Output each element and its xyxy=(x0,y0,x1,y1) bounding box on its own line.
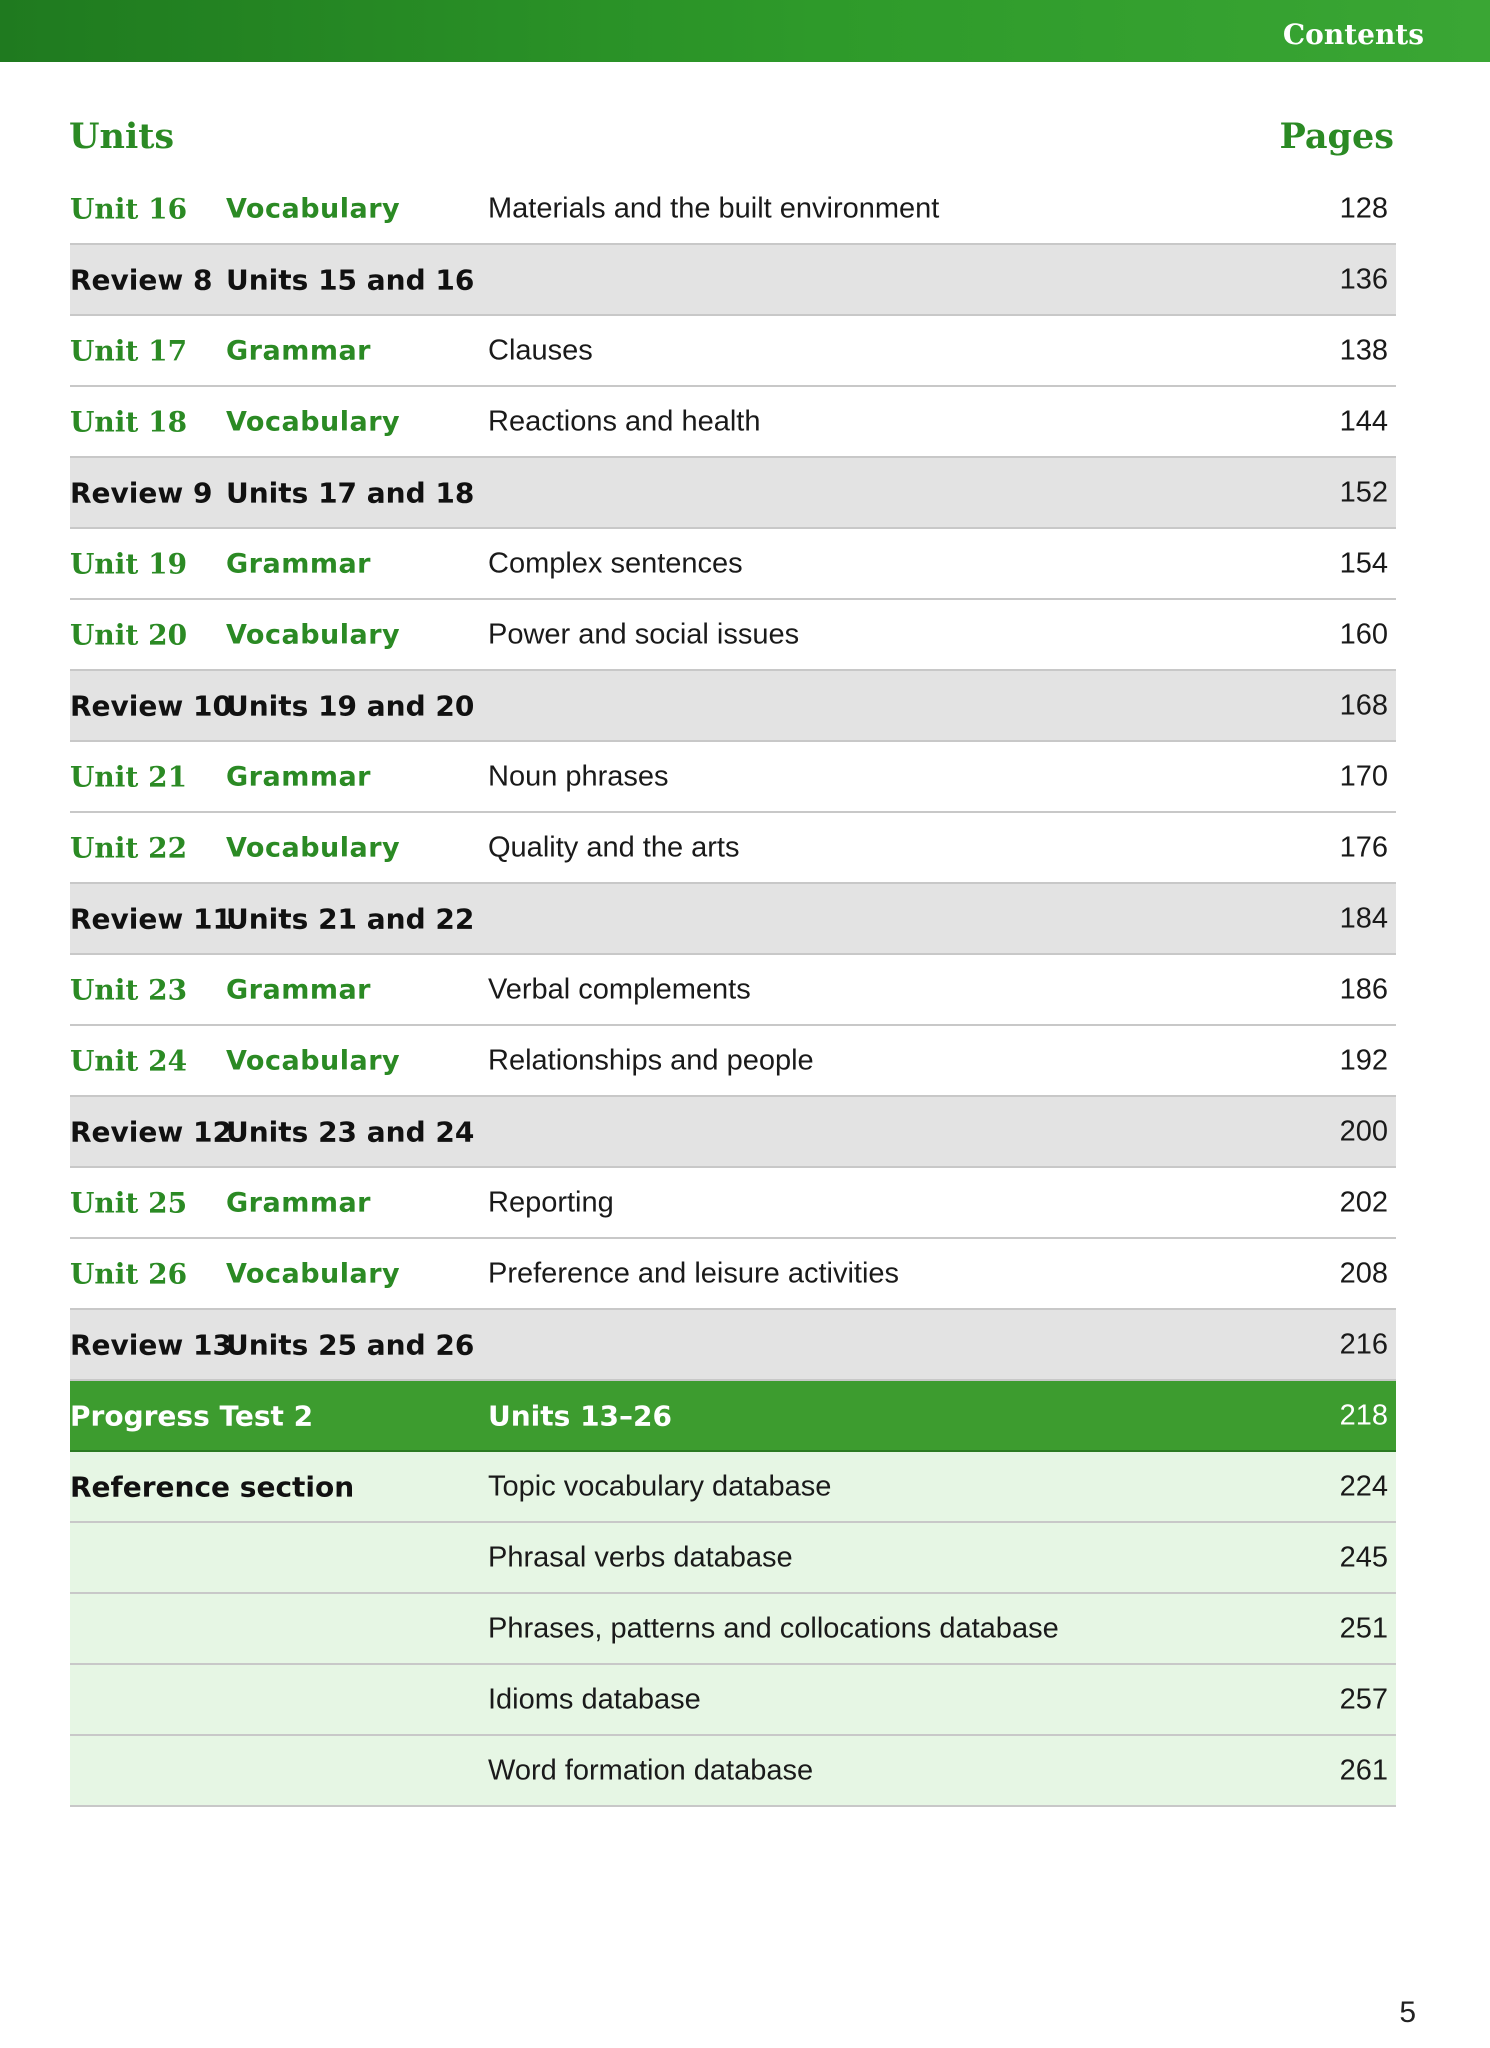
toc-row-ref xyxy=(70,1736,1396,1807)
toc-label: Unit 18 xyxy=(70,405,188,438)
toc-category: Vocabulary xyxy=(226,619,401,650)
toc-label: Review 12 xyxy=(70,1115,232,1148)
toc-page: 186 xyxy=(1339,973,1388,1005)
toc-category: Grammar xyxy=(226,974,371,1005)
toc-category: Vocabulary xyxy=(226,1258,401,1289)
toc-page: 200 xyxy=(1339,1115,1388,1147)
toc-label: Review 10 xyxy=(70,689,232,722)
toc-topic: Units 13–26 xyxy=(488,1399,672,1432)
toc-row-review xyxy=(70,458,1396,529)
toc-category: Grammar xyxy=(226,335,371,366)
toc-label: Unit 17 xyxy=(70,334,188,367)
contents-table xyxy=(70,174,1396,1807)
toc-topic: Topic vocabulary database xyxy=(488,1470,832,1502)
toc-page: 218 xyxy=(1339,1399,1388,1431)
page-number: 5 xyxy=(1399,1996,1416,2029)
toc-page: 176 xyxy=(1339,831,1388,863)
toc-category: Units 17 and 18 xyxy=(226,476,475,509)
toc-category: Units 25 and 26 xyxy=(226,1328,475,1361)
toc-row-unit xyxy=(70,387,1396,458)
toc-page: 128 xyxy=(1339,192,1388,224)
toc-category: Grammar xyxy=(226,761,371,792)
toc-topic: Phrasal verbs database xyxy=(488,1541,793,1573)
toc-topic: Verbal complements xyxy=(488,973,751,1005)
toc-label: Unit 22 xyxy=(70,831,188,864)
toc-row-unit xyxy=(70,529,1396,600)
toc-topic: Power and social issues xyxy=(488,618,800,650)
toc-label: Unit 16 xyxy=(70,192,188,225)
toc-page: 138 xyxy=(1339,334,1388,366)
toc-category: Vocabulary xyxy=(226,1045,401,1076)
toc-label: Unit 19 xyxy=(70,547,188,580)
toc-label: Unit 20 xyxy=(70,618,188,651)
toc-topic: Quality and the arts xyxy=(488,831,740,863)
toc-topic: Reactions and health xyxy=(488,405,761,437)
toc-page: 144 xyxy=(1339,405,1388,437)
toc-row-progress xyxy=(70,1381,1396,1452)
toc-row-review xyxy=(70,1097,1396,1168)
toc-row-ref xyxy=(70,1665,1396,1736)
toc-category: Units 19 and 20 xyxy=(226,689,475,722)
toc-label: Review 8 xyxy=(70,263,213,296)
toc-row-unit xyxy=(70,1168,1396,1239)
toc-row-review xyxy=(70,245,1396,316)
toc-page: 251 xyxy=(1339,1612,1388,1644)
toc-label: Unit 26 xyxy=(70,1257,188,1290)
toc-page: 192 xyxy=(1339,1044,1388,1076)
toc-topic: Phrases, patterns and collocations database xyxy=(488,1612,1059,1644)
toc-row-unit xyxy=(70,955,1396,1026)
toc-category: Grammar xyxy=(226,1187,371,1218)
toc-row-ref xyxy=(70,1594,1396,1665)
toc-page: 216 xyxy=(1339,1328,1388,1360)
toc-row-review xyxy=(70,671,1396,742)
toc-page: 152 xyxy=(1339,476,1388,508)
toc-page: 154 xyxy=(1339,547,1388,579)
toc-label: Unit 25 xyxy=(70,1186,188,1219)
toc-category: Units 23 and 24 xyxy=(226,1115,475,1148)
toc-page: 261 xyxy=(1339,1754,1388,1786)
toc-page: 184 xyxy=(1339,902,1388,934)
toc-label: Unit 21 xyxy=(70,760,188,793)
toc-row-unit xyxy=(70,1026,1396,1097)
toc-page: 245 xyxy=(1339,1541,1388,1573)
toc-category: Units 15 and 16 xyxy=(226,263,475,296)
toc-row-unit xyxy=(70,1239,1396,1310)
toc-row-ref xyxy=(70,1523,1396,1594)
toc-topic: Complex sentences xyxy=(488,547,743,579)
toc-page: 224 xyxy=(1339,1470,1388,1502)
toc-topic: Word formation database xyxy=(488,1754,814,1786)
toc-page: 170 xyxy=(1339,760,1388,792)
toc-page: 202 xyxy=(1339,1186,1388,1218)
toc-label: Unit 24 xyxy=(70,1044,188,1077)
toc-topic: Reporting xyxy=(488,1186,614,1218)
units-heading: Units xyxy=(69,116,175,157)
pages-heading: Pages xyxy=(1279,116,1394,157)
toc-label: Review 11 xyxy=(70,902,232,935)
header-title: Contents xyxy=(1282,18,1424,51)
toc-topic: Materials and the built environment xyxy=(488,192,940,224)
toc-label: Review 9 xyxy=(70,476,213,509)
toc-topic: Idioms database xyxy=(488,1683,701,1715)
toc-page: 136 xyxy=(1339,263,1388,295)
toc-row-review xyxy=(70,884,1396,955)
toc-row-unit xyxy=(70,742,1396,813)
toc-row-unit xyxy=(70,174,1396,245)
toc-category: Vocabulary xyxy=(226,832,401,863)
toc-topic: Clauses xyxy=(488,334,593,366)
toc-category: Grammar xyxy=(226,548,371,579)
toc-row-unit xyxy=(70,316,1396,387)
toc-label: Review 13 xyxy=(70,1328,232,1361)
header-bar xyxy=(0,0,1490,62)
toc-page: 208 xyxy=(1339,1257,1388,1289)
toc-page: 257 xyxy=(1339,1683,1388,1715)
toc-label: Progress Test 2 xyxy=(70,1399,314,1432)
toc-label: Unit 23 xyxy=(70,973,188,1006)
toc-category: Vocabulary xyxy=(226,193,401,224)
toc-topic: Relationships and people xyxy=(488,1044,814,1076)
toc-topic: Noun phrases xyxy=(488,760,669,792)
toc-page: 168 xyxy=(1339,689,1388,721)
toc-topic: Preference and leisure activities xyxy=(488,1257,900,1289)
toc-page: 160 xyxy=(1339,618,1388,650)
toc-row-unit xyxy=(70,813,1396,884)
toc-category: Vocabulary xyxy=(226,406,401,437)
toc-label: Reference section xyxy=(70,1470,355,1503)
toc-category: Units 21 and 22 xyxy=(226,902,475,935)
toc-row-unit xyxy=(70,600,1396,671)
toc-row-review xyxy=(70,1310,1396,1381)
toc-row-ref xyxy=(70,1452,1396,1523)
